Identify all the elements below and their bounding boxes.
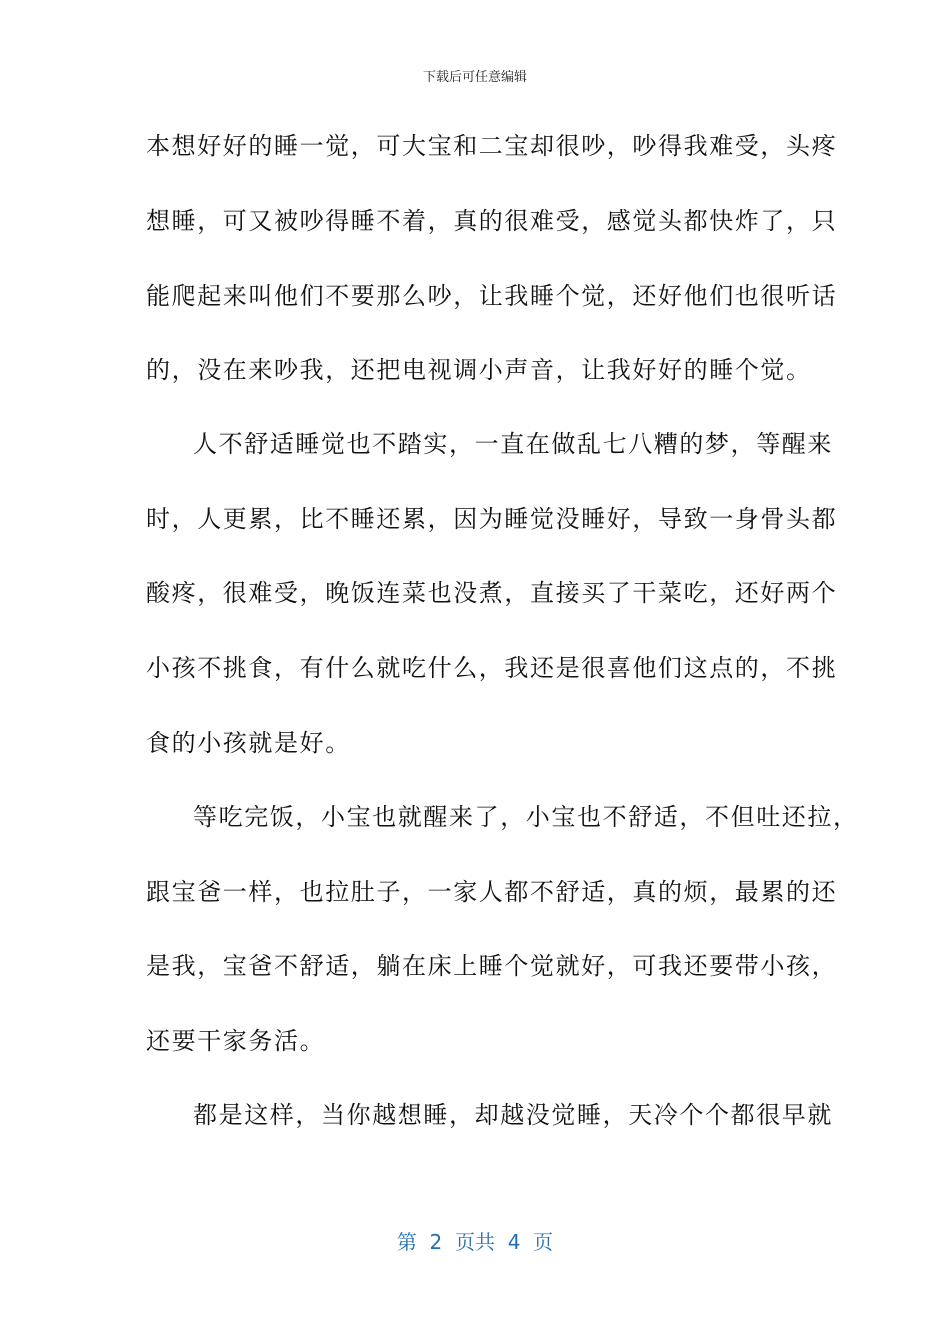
body-line: 酸疼，很难受，晚饭连菜也没煮，直接买了干菜吃，还好两个 (146, 579, 838, 607)
paragraph-first-line: 都是这样，当你越想睡，却越没觉睡，天冷个个都很早就 (193, 1101, 833, 1129)
body-line: 还要干家务活。 (146, 1027, 326, 1055)
body-line: 食的小孩就是好。 (146, 729, 351, 757)
paragraph-first-line: 人不舒适睡觉也不踏实，一直在做乱七八糟的梦，等醒来 (193, 430, 833, 458)
page-number-footer: 第 2 页共 4 页 (396, 1230, 554, 1254)
body-line: 能爬起来叫他们不要那么吵，让我睡个觉，还好他们也很听话 (146, 282, 838, 310)
body-line: 跟宝爸一样，也拉肚子，一家人都不舒适，真的烦，最累的还 (146, 878, 838, 906)
body-line: 时，人更累，比不睡还累，因为睡觉没睡好，导致一身骨头都 (146, 505, 838, 533)
body-line: 本想好好的睡一觉，可大宝和二宝却很吵，吵得我难受，头疼 (146, 132, 838, 160)
body-line: 小孩不挑食，有什么就吃什么，我还是很喜他们这点的，不挑 (146, 654, 838, 682)
body-line: 想睡，可又被吵得睡不着，真的很难受，感觉头都快炸了，只 (146, 207, 838, 235)
paragraph-first-line: 等吃完饭，小宝也就醒来了，小宝也不舒适，不但吐还拉， (193, 803, 859, 831)
page-header: 下载后可任意编辑 (422, 70, 527, 85)
body-line: 的，没在来吵我，还把电视调小声音，让我好好的睡个觉。 (146, 356, 812, 384)
body-line: 是我，宝爸不舒适，躺在床上睡个觉就好，可我还要带小孩， (146, 952, 838, 980)
